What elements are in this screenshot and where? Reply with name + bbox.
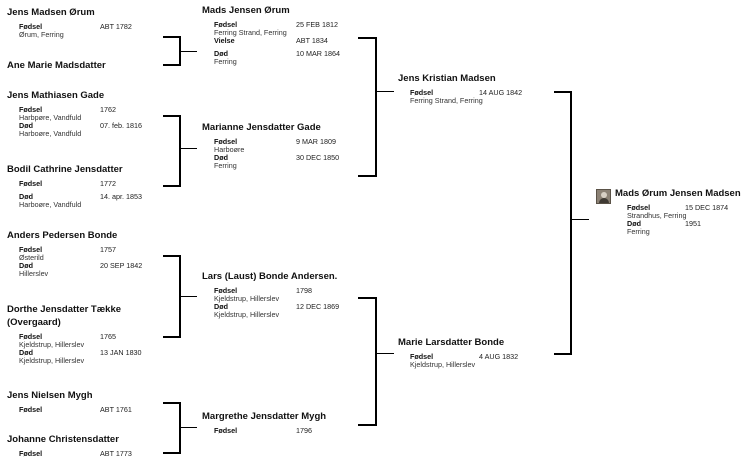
- person-name: Margrethe Jensdatter Mygh: [202, 411, 327, 422]
- death-place: Ferring: [214, 57, 237, 66]
- death-date: 20 SEP 1842: [100, 261, 143, 270]
- death-label: Død: [19, 192, 33, 201]
- person-jens-mathiasen-gade[interactable]: [7, 89, 142, 138]
- birth-label: Fødsel: [19, 245, 43, 254]
- birth-event: [19, 449, 132, 459]
- birth-label: Fødsel: [214, 20, 238, 29]
- death-place: Kjeldstrup, Hillerslev: [214, 310, 280, 319]
- person-mads-jensen-orum[interactable]: [202, 4, 340, 66]
- person-name: Bodil Cathrine Jensdatter: [7, 164, 123, 175]
- birth-event: [214, 137, 336, 154]
- death-place: Harboøre, Vandfuld: [19, 129, 82, 138]
- connector-line: [358, 37, 376, 39]
- connector-line: [163, 336, 180, 338]
- connector-line: [358, 297, 376, 299]
- birth-date: 1772: [100, 179, 116, 188]
- birth-date: 4 AUG 1832: [479, 352, 519, 361]
- connector-line: [179, 402, 181, 454]
- birth-place: Østerild: [19, 253, 44, 262]
- death-event: [19, 121, 142, 138]
- person-photo[interactable]: [596, 189, 611, 204]
- birth-event: [627, 203, 749, 220]
- death-label: Død: [214, 302, 228, 311]
- death-event: [19, 261, 143, 278]
- connector-line: [163, 36, 180, 38]
- birth-date: 14 AUG 1842: [479, 88, 523, 97]
- connector-line: [554, 91, 571, 93]
- connector-line: [163, 64, 180, 66]
- connector-line: [163, 255, 180, 257]
- person-ane-marie-madsdatter[interactable]: [7, 59, 106, 72]
- birth-label: Fødsel: [19, 405, 43, 414]
- person-margrethe-jensdatter-mygh[interactable]: [202, 410, 326, 436]
- birth-label: Fødsel: [214, 426, 238, 435]
- connector-line: [163, 452, 180, 454]
- birth-event: [19, 180, 123, 189]
- person-name: Dorthe Jensdatter Tække (Overgaard): [7, 304, 122, 328]
- person-name: Johanne Christensdatter: [7, 434, 119, 445]
- connector-line: [571, 219, 589, 220]
- person-marianne-jensdatter-gade[interactable]: [202, 121, 340, 170]
- birth-date: 25 FEB 1812: [296, 20, 338, 29]
- death-event: [214, 302, 340, 319]
- birth-label: Fødsel: [19, 105, 43, 114]
- connector-line: [375, 37, 377, 177]
- birth-place: Ferring Strand, Ferring: [410, 96, 483, 105]
- birth-place: Ørum, Ferring: [19, 30, 64, 39]
- person-johanne-christensdatter[interactable]: [7, 433, 132, 459]
- death-date: 1951: [685, 219, 701, 228]
- person-jens-kristian-madsen[interactable]: [398, 72, 523, 105]
- connector-line: [375, 297, 377, 426]
- birth-place: Harbpøre, Vandfuld: [19, 113, 82, 122]
- death-place: Ferring: [214, 161, 237, 170]
- death-place: Ferring: [627, 227, 650, 236]
- connector-line: [179, 115, 181, 187]
- birth-date: ABT 1773: [100, 449, 132, 458]
- death-event: [19, 348, 152, 365]
- death-label: Død: [19, 261, 33, 270]
- person-anders-pedersen-bonde[interactable]: [7, 229, 143, 278]
- birth-label: Fødsel: [214, 286, 238, 295]
- birth-event: [410, 88, 523, 105]
- death-label: Død: [214, 153, 228, 162]
- birth-label: Fødsel: [214, 137, 238, 146]
- birth-place: Kjeldstrup, Hillerslev: [19, 340, 85, 349]
- birth-label: Fødsel: [410, 352, 434, 361]
- birth-label: Fødsel: [19, 449, 43, 458]
- person-name: Jens Nielsen Mygh: [7, 390, 93, 401]
- person-bodil-cathrine-jensdatter[interactable]: [7, 163, 142, 209]
- birth-date: 9 MAR 1809: [296, 137, 336, 146]
- birth-place: Kjeldstrup, Hillerslev: [214, 294, 280, 303]
- person-marie-larsdatter-bonde[interactable]: [398, 336, 519, 369]
- person-lars-bonde-andersen[interactable]: [202, 270, 340, 319]
- death-event: [214, 153, 340, 170]
- connector-line: [163, 402, 180, 404]
- birth-event: [19, 332, 152, 349]
- birth-event: [19, 245, 117, 262]
- connector-line: [180, 427, 197, 428]
- person-name: Mads Ørum Jensen Madsen: [615, 188, 741, 199]
- person-name: Anders Pedersen Bonde: [7, 230, 118, 241]
- person-name: Marie Larsdatter Bonde: [398, 337, 505, 348]
- birth-date: 1765: [100, 332, 116, 341]
- death-label: Død: [19, 348, 33, 357]
- person-name: Jens Mathiasen Gade: [7, 90, 105, 101]
- marriage-event: [214, 36, 328, 46]
- birth-date: 15 DEC 1874: [685, 203, 729, 212]
- birth-label: Fødsel: [19, 22, 43, 31]
- connector-line: [180, 148, 197, 149]
- person-name: Mads Jensen Ørum: [202, 5, 290, 16]
- person-mads-orum-jensen-madsen[interactable]: [615, 187, 749, 236]
- death-date: 14. apr. 1853: [100, 192, 142, 201]
- birth-place: Kjeldstrup, Hillerslev: [410, 360, 476, 369]
- birth-place: Strandhus, Ferring: [627, 211, 687, 220]
- birth-event: [214, 20, 338, 37]
- birth-date: ABT 1782: [100, 22, 132, 31]
- person-jens-nielsen-mygh[interactable]: [7, 389, 132, 415]
- connector-line: [376, 353, 394, 354]
- birth-date: 1798: [296, 286, 312, 295]
- death-event: [627, 219, 749, 236]
- death-date: 30 DEC 1850: [296, 153, 340, 162]
- death-label: Død: [19, 121, 33, 130]
- birth-event: [214, 286, 337, 303]
- person-name: Lars (Laust) Bonde Andersen.: [202, 271, 338, 282]
- birth-event: [19, 105, 116, 122]
- birth-date: 1757: [100, 245, 116, 254]
- connector-line: [358, 175, 376, 177]
- birth-event: [214, 427, 326, 436]
- connector-line: [163, 185, 180, 187]
- birth-date: 1762: [100, 105, 116, 114]
- connector-line: [180, 51, 197, 52]
- person-name: Jens Madsen Ørum: [7, 7, 95, 18]
- death-date: 07. feb. 1816: [100, 121, 142, 130]
- death-label: Død: [627, 219, 641, 228]
- marriage-date: ABT 1834: [296, 36, 328, 45]
- birth-event: [19, 22, 132, 39]
- death-date: 10 MAR 1864: [296, 49, 340, 58]
- death-place: Harboøre, Vandfuld: [19, 200, 82, 209]
- birth-place: Harboøre: [214, 145, 245, 154]
- birth-date: ABT 1761: [100, 405, 132, 414]
- birth-label: Fødsel: [19, 179, 43, 188]
- death-place: Kjeldstrup, Hillerslev: [19, 356, 85, 365]
- connector-line: [163, 115, 180, 117]
- person-jens-madsen-orum[interactable]: [7, 6, 132, 39]
- death-event: [19, 192, 142, 209]
- death-place: Hillerslev: [19, 269, 49, 278]
- connector-line: [570, 91, 572, 355]
- connector-line: [376, 91, 394, 92]
- death-label: Død: [214, 49, 228, 58]
- birth-place: Ferring Strand, Ferring: [214, 28, 287, 37]
- connector-line: [180, 296, 197, 297]
- person-name: Marianne Jensdatter Gade: [202, 122, 321, 133]
- death-date: 12 DEC 1869: [296, 302, 340, 311]
- birth-label: Fødsel: [19, 332, 43, 341]
- death-date: 13 JAN 1830: [100, 348, 142, 357]
- person-name: Ane Marie Madsdatter: [7, 60, 106, 71]
- death-event: [214, 49, 340, 66]
- birth-date: 1796: [296, 426, 312, 435]
- marriage-label: Vielse: [214, 36, 235, 45]
- birth-label: Fødsel: [627, 203, 651, 212]
- birth-event: [19, 405, 132, 415]
- connector-line: [554, 353, 571, 355]
- connector-line: [358, 424, 376, 426]
- person-dorthe-jensdatter-taekker[interactable]: [7, 303, 152, 365]
- person-name: Jens Kristian Madsen: [398, 73, 496, 84]
- birth-label: Fødsel: [410, 88, 434, 97]
- birth-event: [410, 352, 519, 369]
